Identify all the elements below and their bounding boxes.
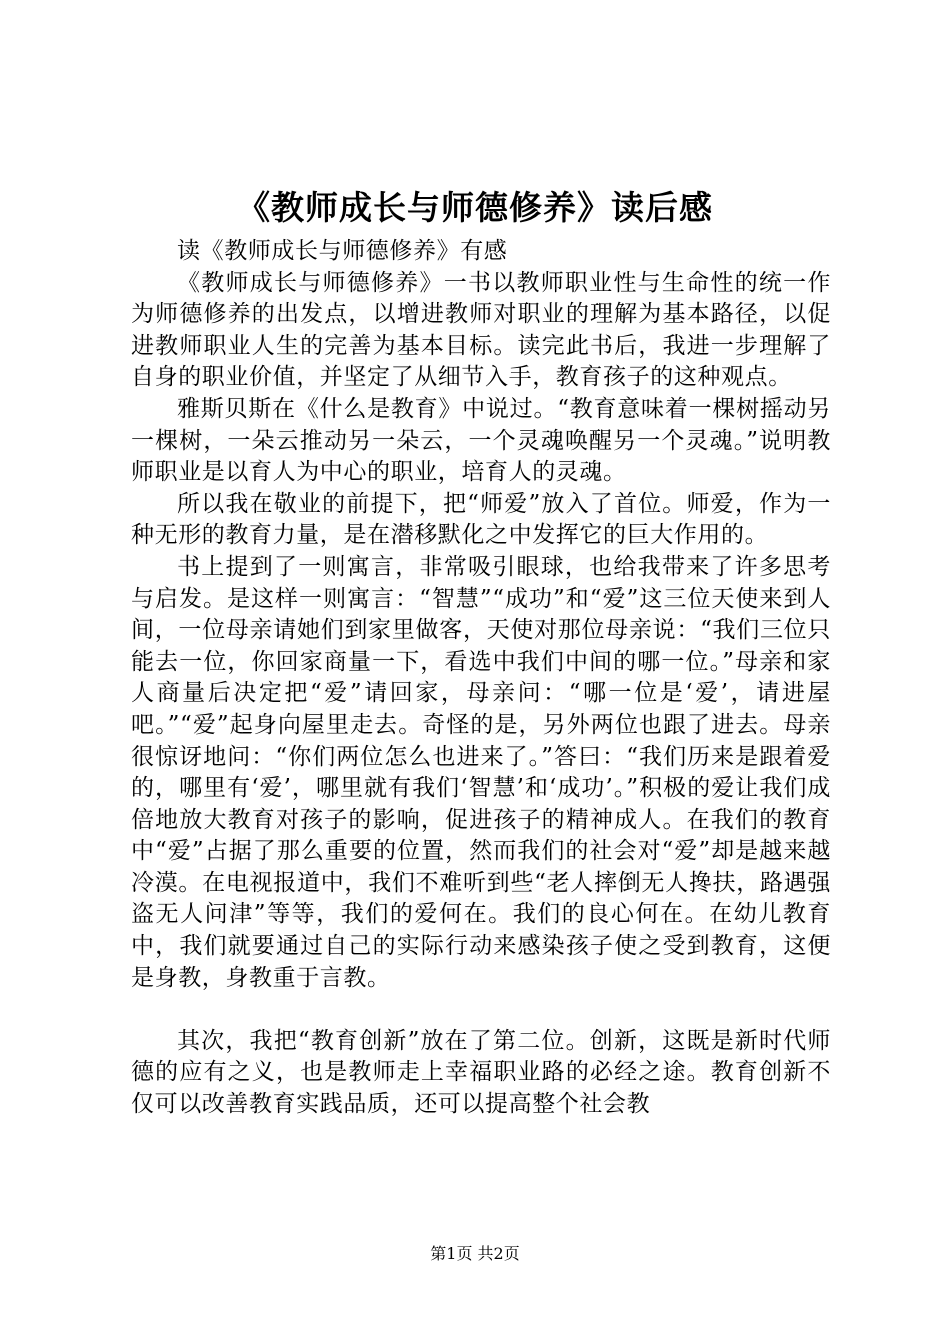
body-paragraph: 所以我在敬业的前提下，把“师爱”放入了首位。师爱，作为一种无形的教育力量，是在潜移默化之中发挥它的巨大作用的。 [131,490,831,549]
body-paragraph: 雅斯贝斯在《什么是教育》中说过。“教育意味着一棵树摇动另一棵树，一朵云推动另一朵云，一个灵魂唤醒另一个灵魂。”说明教师职业是以育人为中心的职业，培育人的灵魂。 [131,395,831,486]
body-paragraph: 书上提到了一则寓言，非常吸引眼球，也给我带来了许多思考与启发。是这样一则寓言：“智慧”“成功”和“爱”这三位天使来到人间，一位母亲请她们到家里做客，天使对那位母亲说：“我们三位只能去一位，你回家商量一下，看选中我们中间的哪一位。”母亲和家人商量后决定把“爱”请回家，母亲问：“哪一位是‘爱’，请进屋吧。”“爱”起身向屋里走去。奇怪的是，另外两位也跟了进去。母亲很惊讶地问：“你们两位怎么也进来了。”答曰：“我们历来是跟着爱的，哪里有‘爱’，哪里就有我们‘智慧’和‘成功’。”积极的爱让我们成倍地放大教育对孩子的影响，促进孩子的精神成人。在我们的教育中“爱”占据了那么重要的位置，然而我们的社会对“爱”却是越来越冷漠。在电视报道中，我们不难听到些“老人摔倒无人搀扶，路遇强盗无人问津”等等，我们的爱何在。我们的良心何在。在幼儿教育中，我们就要通过自己的实际行动来感染孩子使之受到教育，这便是身教，身教重于言教。 [131,553,831,991]
body-paragraph: 《教师成长与师德修养》一书以教师职业性与生命性的统一作为师德修养的出发点，以增进教师对职业的理解为基本路径，以促进教师职业人生的完善为基本目标。读完此书后，我进一步理解了自身的职业价值，并坚定了从细节入手，教育孩子的这种观点。 [131,269,831,391]
document-title: 《教师成长与师德修养》读后感 [237,188,713,227]
document-body [131,236,831,1121]
page-footer: 第1页 共2页 [430,1244,520,1263]
body-paragraph: 其次，我把“教育创新”放在了第二位。创新，这既是新时代师德的应有之义，也是教师走上幸福职业路的必经之途。教育创新不仅可以改善教育实践品质，还可以提高整个社会教 [131,1027,831,1118]
subtitle-paragraph: 读《教师成长与师德修养》有感 [177,238,508,264]
